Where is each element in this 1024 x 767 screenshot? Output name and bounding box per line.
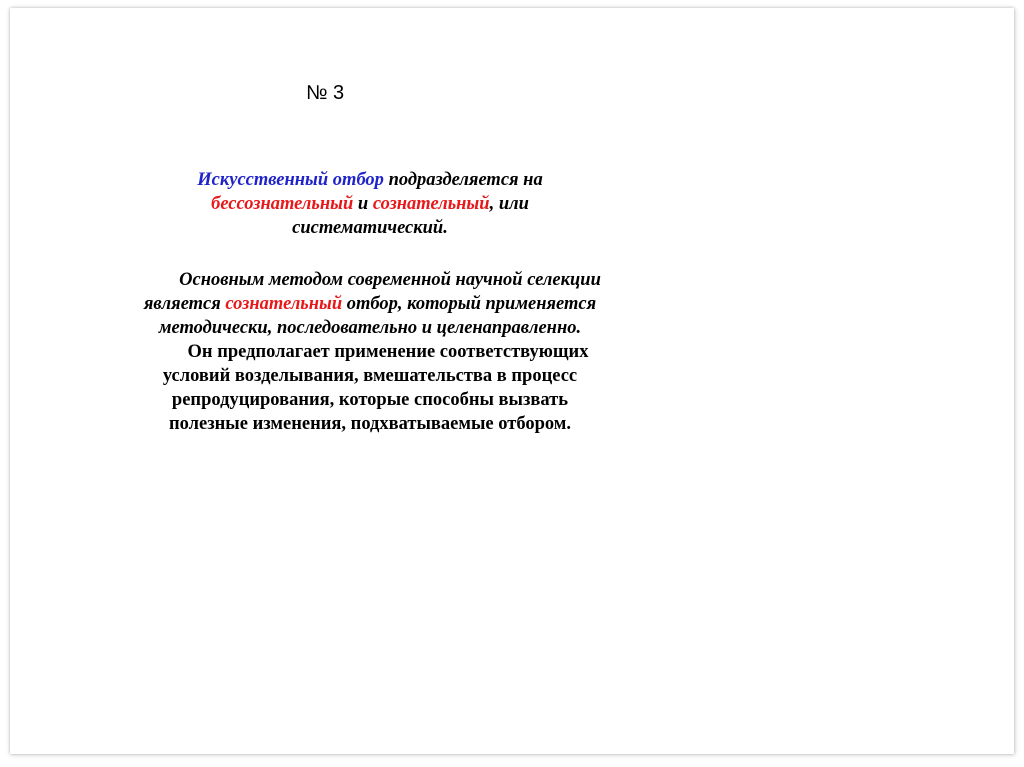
term-conscious: сознательный (225, 294, 343, 314)
para3-line-4: полезные изменения, подхватываемые отбором. (168, 414, 572, 434)
term-conscious: сознательный (372, 194, 490, 214)
para2-line-3: методически, последовательно и целенаправленно. (158, 318, 582, 338)
para3-line-2: условий возделывания, вмешательства в процесс (162, 366, 578, 386)
para1-line-3: систематический. (292, 218, 448, 238)
slide (10, 8, 1014, 754)
para1-text: подразделяется на (383, 170, 543, 190)
slide-number: № 3 (306, 82, 345, 104)
paragraph-artificial-selection (140, 168, 600, 240)
para2-line-1: Основным методом современной научной селекции (179, 270, 601, 290)
paragraph-main-method (70, 268, 670, 340)
para2-text: отбор, который применяется (342, 294, 597, 314)
para1-line-1 (140, 168, 600, 192)
para2-line-2 (70, 292, 670, 316)
para1-text: , или (489, 194, 529, 214)
para1-text: и (353, 194, 373, 214)
term-unconscious: бессознательный (211, 194, 354, 214)
para1-line-2 (140, 192, 600, 216)
para3-line-1: Он предполагает применение соответствующих (187, 342, 589, 362)
term-artificial-selection: Искусственный отбор (197, 170, 384, 190)
para3-line-3: репродуцирования, которые способны вызвать (171, 390, 569, 410)
paragraph-conditions (70, 340, 670, 436)
para2-text: является (143, 294, 226, 314)
